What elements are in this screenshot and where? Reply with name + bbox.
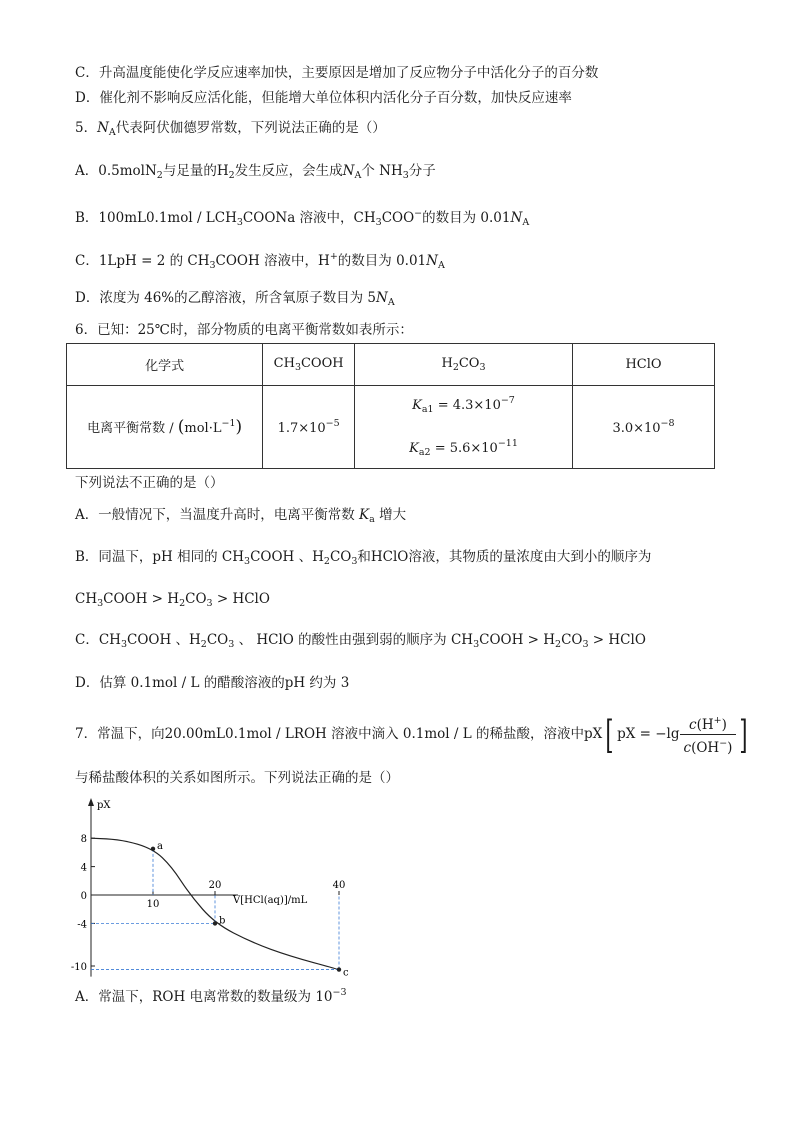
q6-prompt: 下列说法不正确的是（） <box>75 475 224 491</box>
row-label: 电离平衡常数 / $(mol\cdot L^{-1})$ <box>67 386 263 469</box>
y-axis-label: pX <box>97 800 111 811</box>
q6-option-d[interactable]: D．估算 0.1mol / L 的醋酸溶液的pH 约为 3 <box>75 675 350 691</box>
data-point <box>337 967 341 971</box>
q5-option-a[interactable]: A．0.5molN$_2$与足量的$H_2$发生反应，会生成$N_A$个 $NH_3$分子 <box>75 163 436 181</box>
header-formula: 化学式 <box>67 344 263 386</box>
q7-option-a[interactable]: A．常温下，ROH 电离常数的数量级为 $10^{-3}$ <box>75 987 347 1005</box>
q6-option-c[interactable]: C．$CH_3COOH$ 、$H_2CO_3$ 、 HClO 的酸性由强到弱的顺序为 $CH_3COOH > H_2CO_3$ > HClO <box>75 632 646 650</box>
x-tick-label: 40 <box>332 880 346 891</box>
point-label: a <box>157 840 163 852</box>
option-c-prev: C．升高温度能使化学反应速率加快，主要原因是增加了反应物分子中活化分子的百分数 <box>75 65 599 81</box>
header-hclo: HClO <box>573 344 715 386</box>
point-label: b <box>219 915 226 927</box>
q5-option-c[interactable]: C．1LpH = 2 的 $CH_3COOH$ 溶液中，H+的数目为 $0.01N_A$ <box>75 251 445 271</box>
y-axis-arrow <box>88 798 94 806</box>
q5-title: 5．$N_A$代表阿伏伽德罗常数，下列说法正确的是（） <box>75 120 386 138</box>
y-tick-label: 8 <box>80 834 87 846</box>
q6-option-b[interactable]: B．同温下，pH 相同的 $CH_3COOH$ 、$H_2CO_3$和HClO溶液，其物质的量浓度由大到小的顺序为 <box>75 549 652 567</box>
q5-option-d[interactable]: D．浓度为 46%的乙醇溶液，所含氧原子数目为 $5N_A$ <box>75 290 395 308</box>
header-h2co3: $H_2CO_3$ <box>354 344 572 386</box>
q7-title-cont: 与稀盐酸体积的关系如图所示。下列说法正确的是（） <box>75 770 399 786</box>
px-volume-chart <box>66 796 349 986</box>
q7-title: 7．常温下，向20.00mL0.1mol / LROH 溶液中滴入 0.1mol / L 的稀盐酸，溶液中pX[ pX = −lg $\frac{c(H^+)}{c(OH^-)}$ ] <box>75 712 748 757</box>
option-d-prev: D．催化剂不影响反应活化能，但能增大单位体积内活化分子百分数，加快反应速率 <box>75 90 572 106</box>
y-tick-label: 4 <box>80 862 87 874</box>
x-tick-label: 20 <box>208 880 222 891</box>
point-label: c <box>343 967 349 979</box>
h2co3-ka: $K_{a1} = 4.3\times 10^{-7}$ $K_{a2} = 5.6\times 10^{-11}$ <box>354 386 572 469</box>
data-point <box>151 847 155 851</box>
q6-option-b-order: $CH_3COOH > H_2CO_3$ > HClO <box>75 591 270 609</box>
q5-option-b[interactable]: B．$100mL0.1mol / LCH_3COONa$ 溶液中，$CH_3COO^-$的数目为 $0.01N_A$ <box>75 208 530 228</box>
y-tick-label: 0 <box>80 891 87 902</box>
x-tick-label: 10 <box>146 899 160 910</box>
hclo-ka: $3.0\times 10^{-8}$ <box>573 386 715 469</box>
ionization-constant-table <box>66 343 715 469</box>
y-tick-label: -10 <box>70 962 87 973</box>
q6-option-a[interactable]: A．一般情况下，当温度升高时，电离平衡常数 $K_a$ 增大 <box>75 507 407 525</box>
y-tick-label: -4 <box>77 919 87 931</box>
ch3cooh-ka: $1.7\times 10^{-5}$ <box>263 386 355 469</box>
q6-title: 6．已知：25℃时，部分物质的电离平衡常数如表所示： <box>75 322 413 338</box>
x-axis-label: V[HCl(aq)]/mL <box>233 895 308 906</box>
data-point <box>213 921 217 925</box>
header-ch3cooh: $CH_3COOH$ <box>263 344 355 386</box>
